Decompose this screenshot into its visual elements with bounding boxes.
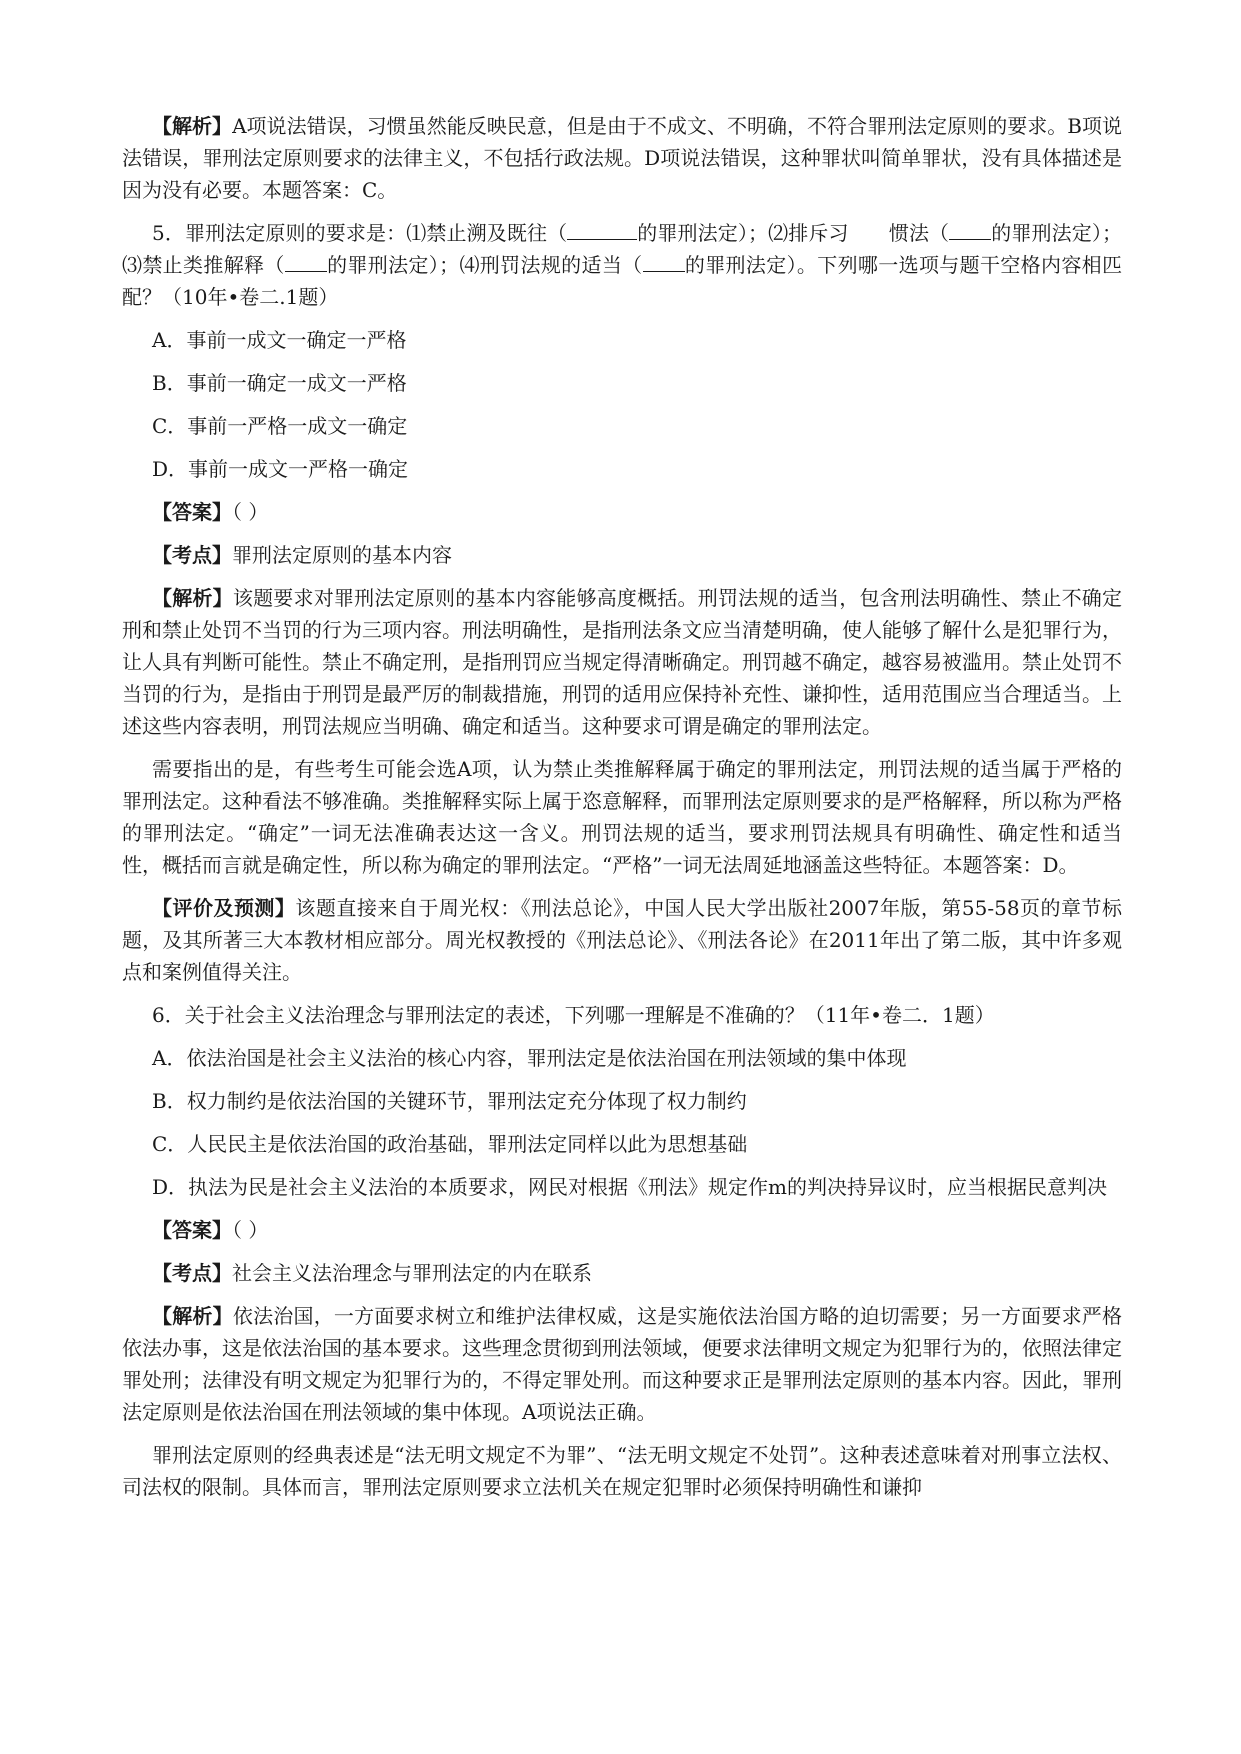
option-a: A．事前一成文一确定一严格 <box>152 328 407 352</box>
review-tag: 【评价及预测】 <box>152 896 296 920</box>
analysis-text: 依法治国，一方面要求树立和维护法律权威，这是实施依法治国方略的迫切需要；另一方面要求严格依法办事，这是依法治国的基本要求。这些理念贯彻到刑法领域，便要求法律明文规定为犯罪行为的，依照法律定罪处刑；法律没有明文规定为犯罪行为的，不得定罪处刑。而这种要求正是罪刑法定原则的基本内容。因此，罪刑法定原则是依法治国在刑法领域的集中体现。A项说法正确。 <box>122 1304 1123 1424</box>
analysis-paragraph-q5 <box>122 582 1122 742</box>
answer-line <box>122 1214 1122 1246</box>
review-paragraph <box>122 892 1122 988</box>
fill-blank <box>643 251 685 272</box>
answer-value: （ ） <box>232 1218 269 1242</box>
option-b: B．权力制约是依法治国的关键环节，罪刑法定充分体现了权力制约 <box>152 1089 747 1113</box>
stem-segment: 5．罪刑法定原则的要求是：⑴禁止溯及既往（ <box>152 221 568 245</box>
option-d: D．事前一成文一严格一确定 <box>152 457 409 481</box>
option-d: D．执法为民是社会主义法治的本质要求，网民对根据《刑法》规定作m的判决持异议时，应当根据民意判决 <box>152 1175 1107 1199</box>
review-text: 该题直接来自于周光权：《刑法总论》，中国人民大学出版社2007年版，第55-58页的章节标题，及其所著三大本教材相应部分。周光权教授的《刑法总论》、《刑法各论》在2011年出了第二版，其中许多观点和案例值得关注。 <box>122 896 1123 984</box>
answer-value: （ ） <box>232 500 269 524</box>
question-5-stem <box>122 217 1122 313</box>
analysis-tag: 【解析】 <box>152 1304 233 1328</box>
option-a: A．依法治国是社会主义法治的核心内容，罪刑法定是依法治国在刑法领域的集中体现 <box>152 1046 907 1070</box>
analysis-text: A项说法错误，习惯虽然能反映民意，但是由于不成文、不明确，不符合罪刑法定原则的要求。B项说法错误，罪刑法定原则要求的法律主义，不包括行政法规。D项说法错误，这种罪状叫简单罪状，没有具体描述是因为没有必要。本题答案：C。 <box>122 114 1123 202</box>
analysis-paragraph-q6 <box>122 1300 1122 1428</box>
analysis-text: 该题要求对罪刑法定原则的基本内容能够高度概括。刑罚法规的适当，包含刑法明确性、禁止不确定刑和禁止处罚不当罚的行为三项内容。刑法明确性，是指刑法条文应当清楚明确，使人能够了解什么是犯罪行为，让人具有判断可能性。禁止不确定刑，是指刑罚应当规定得清晰确定。刑罚越不确定，越容易被滥用。禁止处罚不当罚的行为，是指由于刑罚是最严厉的制裁措施，刑罚的适用应保持补充性、谦抑性，适用范围应当合理适当。上述这些内容表明，刑罚法规应当明确、确定和适当。这种要求可谓是确定的罪刑法定。 <box>122 586 1123 738</box>
stem-segment: 的罪刑法定）；⑷刑罚法规的适当（ <box>326 253 643 277</box>
option-c: C．事前一严格一成文一确定 <box>152 414 408 438</box>
fill-blank <box>567 219 637 240</box>
document-page <box>122 110 1122 1514</box>
answer-tag: 【答案】 <box>152 1218 232 1242</box>
answer-tag: 【答案】 <box>152 500 232 524</box>
point-text: 社会主义法治理念与罪刑法定的内在联系 <box>232 1261 592 1285</box>
stem-segment: 的罪刑法定）。下列哪一选项与题干空格内容相匹配？（10年•卷二.1题） <box>122 253 1123 309</box>
note-paragraph: 需要指出的是，有些考生可能会选A项，认为禁止类推解释属于确定的罪刑法定，刑罚法规的适当属于严格的罪刑法定。这种看法不够准确。类推解释实际上属于恣意解释，而罪刑法定原则要求的是严格解释，所以称为严格的罪刑法定。“确定”一词无法准确表达这一含义。刑罚法规的适当，要求刑罚法规具有明确性、确定性和适当性，概括而言就是确定性，所以称为确定的罪刑法定。“严格”一词无法周延地涵盖这些特征。本题答案：D。 <box>122 757 1122 877</box>
option-b: B．事前一确定一成文一严格 <box>152 371 407 395</box>
answer-line <box>122 496 1122 528</box>
question-6-stem: 6．关于社会主义法治理念与罪刑法定的表述，下列哪一理解是不准确的？（11年•卷二．1题） <box>152 1003 995 1027</box>
continuation-paragraph: 罪刑法定原则的经典表述是“法无明文规定不为罪”、“法无明文规定不处罚”。这种表述意味着对刑事立法权、司法权的限制。具体而言，罪刑法定原则要求立法机关在规定犯罪时必须保持明确性和谦抑 <box>122 1443 1122 1499</box>
fill-blank <box>949 219 991 240</box>
fill-blank <box>285 251 327 272</box>
point-line <box>122 539 1122 571</box>
analysis-tag: 【解析】 <box>152 586 233 610</box>
point-tag: 【考点】 <box>152 1261 232 1285</box>
point-tag: 【考点】 <box>152 543 232 567</box>
analysis-paragraph-q4 <box>122 110 1122 206</box>
point-line <box>122 1257 1122 1289</box>
analysis-tag: 【解析】 <box>152 114 233 138</box>
option-c: C．人民民主是依法治国的政治基础，罪刑法定同样以此为思想基础 <box>152 1132 748 1156</box>
point-text: 罪刑法定原则的基本内容 <box>232 543 452 567</box>
stem-segment: 的罪刑法定）；⑶禁止类推解释（ <box>122 221 1123 277</box>
stem-segment: 的罪刑法定）；⑵排斥习 惯法（ <box>637 221 950 245</box>
